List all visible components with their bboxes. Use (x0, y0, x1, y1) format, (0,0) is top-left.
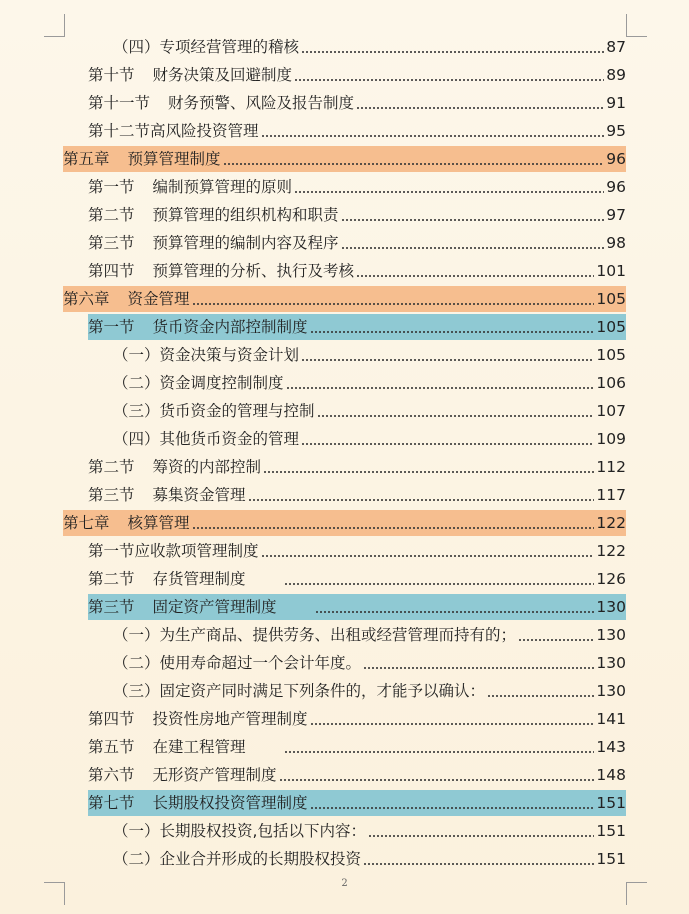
toc-subsection-row[interactable] (113, 650, 626, 676)
crop-mark-top-left (44, 14, 65, 37)
toc-entry-title: 资金管理 (127, 290, 190, 308)
toc-entry-title: 预算管理的组织机构和职责 (152, 206, 339, 224)
toc-entry-title: 财务预警、风险及报告制度 (168, 94, 355, 112)
toc-entry-title: 企业合并形成的长期股权投资 (159, 850, 362, 868)
toc-entry-number: （一） (113, 822, 160, 840)
toc-page-number: 126 (596, 570, 626, 588)
toc-dot-leader (310, 807, 595, 809)
toc-dot-leader (248, 499, 595, 501)
toc-entry-title: 长期股权投资,包括以下内容： (159, 822, 366, 840)
toc-entry-number: 第六节 (88, 766, 135, 784)
toc-entry-title: 固定资产管理制度 (152, 598, 277, 616)
toc-page-number: 117 (596, 486, 626, 504)
toc-dot-leader (192, 303, 595, 305)
toc-entry-title: 存货管理制度 (152, 570, 246, 588)
toc-entry-title: 无形资产管理制度 (152, 766, 277, 784)
toc-page-number: 97 (606, 206, 626, 224)
toc-entry-number: （二） (113, 850, 160, 868)
toc-section-row[interactable] (88, 258, 626, 284)
toc-dot-leader (284, 583, 595, 585)
toc-chapter-row[interactable] (63, 286, 626, 312)
toc-dot-leader (310, 723, 595, 725)
toc-section-row[interactable] (88, 790, 626, 816)
toc-entry-number: 第二节 (88, 458, 135, 476)
toc-entry-title: 高风险投资管理 (150, 122, 259, 140)
toc-dot-leader (284, 751, 595, 753)
toc-entry-title: 预算管理的编制内容及程序 (152, 234, 339, 252)
toc-section-row[interactable] (88, 62, 626, 88)
toc-page-number: 141 (596, 710, 626, 728)
toc-entry-title: 财务决策及回避制度 (152, 66, 293, 84)
toc-dot-leader (363, 863, 594, 865)
toc-page-number: 105 (596, 290, 626, 308)
toc-subsection-row[interactable] (113, 342, 626, 368)
toc-dot-leader (368, 835, 594, 837)
toc-subsection-row[interactable] (113, 426, 626, 452)
toc-dot-leader (263, 471, 594, 473)
toc-entry-title: 预算管理的分析、执行及考核 (152, 262, 355, 280)
toc-entry-number: 第五节 (88, 738, 135, 756)
toc-chapter-row[interactable] (63, 510, 626, 536)
toc-entry-title: 其他货币资金的管理 (159, 430, 300, 448)
toc-dot-leader (356, 107, 604, 109)
toc-dot-leader (223, 163, 605, 165)
toc-entry-title: 货币资金内部控制制度 (152, 318, 308, 336)
toc-dot-leader (310, 331, 595, 333)
toc-entry-number: 第二节 (88, 570, 135, 588)
toc-page-number: 96 (606, 178, 626, 196)
toc-page-number: 130 (596, 598, 626, 616)
toc-subsection-row[interactable] (113, 34, 626, 60)
toc-page-number: 89 (606, 66, 626, 84)
toc-page-number: 91 (606, 94, 626, 112)
crop-mark-top-right (626, 14, 647, 37)
toc-page-number: 130 (596, 626, 626, 644)
toc-entry-number: 第十二节 (88, 122, 151, 140)
toc-page-number: 101 (596, 262, 626, 280)
toc-entry-number: （三） (113, 682, 160, 700)
toc-entry-number: 第五章 (63, 150, 110, 168)
toc-dot-leader (356, 275, 594, 277)
toc-page-number: 122 (596, 542, 626, 560)
toc-dot-leader (317, 415, 595, 417)
toc-entry-number: （四） (113, 38, 160, 56)
toc-entry-number: 第一节 (88, 178, 135, 196)
toc-entry-title: 筹资的内部控制 (152, 458, 262, 476)
toc-entry-title: 预算管理制度 (127, 150, 221, 168)
toc-section-row[interactable] (88, 90, 626, 116)
toc-section-row[interactable] (88, 762, 626, 788)
toc-entry-title: 应收款项管理制度 (134, 542, 259, 560)
toc-section-row[interactable] (88, 566, 626, 592)
toc-entry-title: 为生产商品、提供劳务、出租或经营管理而持有的； (159, 626, 517, 644)
toc-entry-number: 第七章 (63, 514, 110, 532)
toc-dot-leader (279, 779, 595, 781)
toc-subsection-row[interactable] (113, 818, 626, 844)
toc-entry-title: 资金决策与资金计划 (159, 346, 300, 364)
toc-dot-leader (301, 359, 594, 361)
toc-entry-title: 募集资金管理 (152, 486, 246, 504)
toc-entry-number: 第十节 (88, 66, 135, 84)
toc-section-row[interactable] (88, 174, 626, 200)
toc-dot-leader (518, 639, 594, 641)
toc-entry-number: 第一节 (88, 318, 135, 336)
toc-dot-leader (294, 191, 604, 193)
toc-page-number: 96 (606, 150, 626, 168)
toc-page-number: 95 (606, 122, 626, 140)
toc-page-number: 87 (606, 38, 626, 56)
toc-entry-title: 固定资产同时满足下列条件的，才能予以确认： (159, 682, 486, 700)
toc-section-row[interactable] (88, 734, 626, 760)
toc-subsection-row[interactable] (113, 370, 626, 396)
toc-entry-number: 第四节 (88, 710, 135, 728)
toc-section-row[interactable] (88, 202, 626, 228)
toc-entry-number: 第三节 (88, 598, 135, 616)
toc-section-row[interactable] (88, 230, 626, 256)
toc-section-row[interactable] (88, 118, 626, 144)
toc-entry-number: （二） (113, 654, 160, 672)
toc-entry-number: 第十一节 (88, 94, 151, 112)
toc-dot-leader (261, 135, 605, 137)
toc-entry-number: 第四节 (88, 262, 135, 280)
toc-dot-leader (301, 51, 604, 53)
toc-entry-number: 第二节 (88, 206, 135, 224)
toc-entry-number: （二） (113, 374, 160, 392)
toc-entry-number: （一） (113, 626, 160, 644)
toc-dot-leader (286, 387, 595, 389)
toc-dot-leader (261, 555, 595, 557)
toc-section-row[interactable] (88, 706, 626, 732)
toc-dot-leader (301, 443, 594, 445)
toc-page-number: 130 (596, 654, 626, 672)
toc-entry-number: 第七节 (88, 794, 135, 812)
toc-entry-title: 资金调度控制制度 (159, 374, 284, 392)
toc-page-number: 122 (596, 514, 626, 532)
toc-page-number: 109 (596, 430, 626, 448)
toc-subsection-row[interactable] (113, 678, 626, 704)
toc-section-row[interactable] (88, 314, 626, 340)
toc-entry-number: 第一节 (88, 542, 135, 560)
toc-page-number: 148 (596, 766, 626, 784)
toc-section-row[interactable] (88, 482, 626, 508)
toc-page-number: 112 (596, 458, 626, 476)
toc-entry-number: （一） (113, 346, 160, 364)
toc-dot-leader (294, 79, 604, 81)
toc-section-row[interactable] (88, 454, 626, 480)
toc-dot-leader (487, 695, 594, 697)
toc-page-number: 98 (606, 234, 626, 252)
toc-entry-number: （四） (113, 430, 160, 448)
toc-section-row[interactable] (88, 538, 626, 564)
toc-entry-number: 第三节 (88, 234, 135, 252)
toc-subsection-row[interactable] (113, 398, 626, 424)
toc-entry-title: 货币资金的管理与控制 (159, 402, 315, 420)
toc-entry-number: （三） (113, 402, 160, 420)
toc-page-number: 151 (596, 822, 626, 840)
toc-section-row[interactable] (88, 594, 626, 620)
toc-entry-title: 长期股权投资管理制度 (152, 794, 308, 812)
toc-chapter-row[interactable] (63, 146, 626, 172)
toc-page-number: 106 (596, 374, 626, 392)
toc-page-number: 105 (596, 318, 626, 336)
toc-subsection-row[interactable] (113, 622, 626, 648)
toc-page-number: 151 (596, 850, 626, 868)
toc-dot-leader (341, 219, 605, 221)
toc-subsection-row[interactable] (113, 846, 626, 872)
toc-page-number: 143 (596, 738, 626, 756)
toc-page-number: 130 (596, 682, 626, 700)
toc-entry-title: 使用寿命超过一个会计年度。 (159, 654, 362, 672)
toc-entry-number: 第三节 (88, 486, 135, 504)
toc-page-number: 107 (596, 402, 626, 420)
toc-page-number: 105 (596, 346, 626, 364)
toc-entry-title: 核算管理 (127, 514, 190, 532)
toc-dot-leader (341, 247, 605, 249)
toc-entry-number: 第六章 (63, 290, 110, 308)
toc-dot-leader (315, 611, 595, 613)
toc-entry-title: 编制预算管理的原则 (152, 178, 293, 196)
toc-dot-leader (192, 527, 595, 529)
toc-page-number: 151 (596, 794, 626, 812)
toc-entry-title: 在建工程管理 (152, 738, 246, 756)
page-number: 2 (341, 878, 348, 889)
toc-entry-title: 投资性房地产管理制度 (152, 710, 308, 728)
toc-dot-leader (363, 667, 594, 669)
toc-entry-title: 专项经营管理的稽核 (159, 38, 300, 56)
